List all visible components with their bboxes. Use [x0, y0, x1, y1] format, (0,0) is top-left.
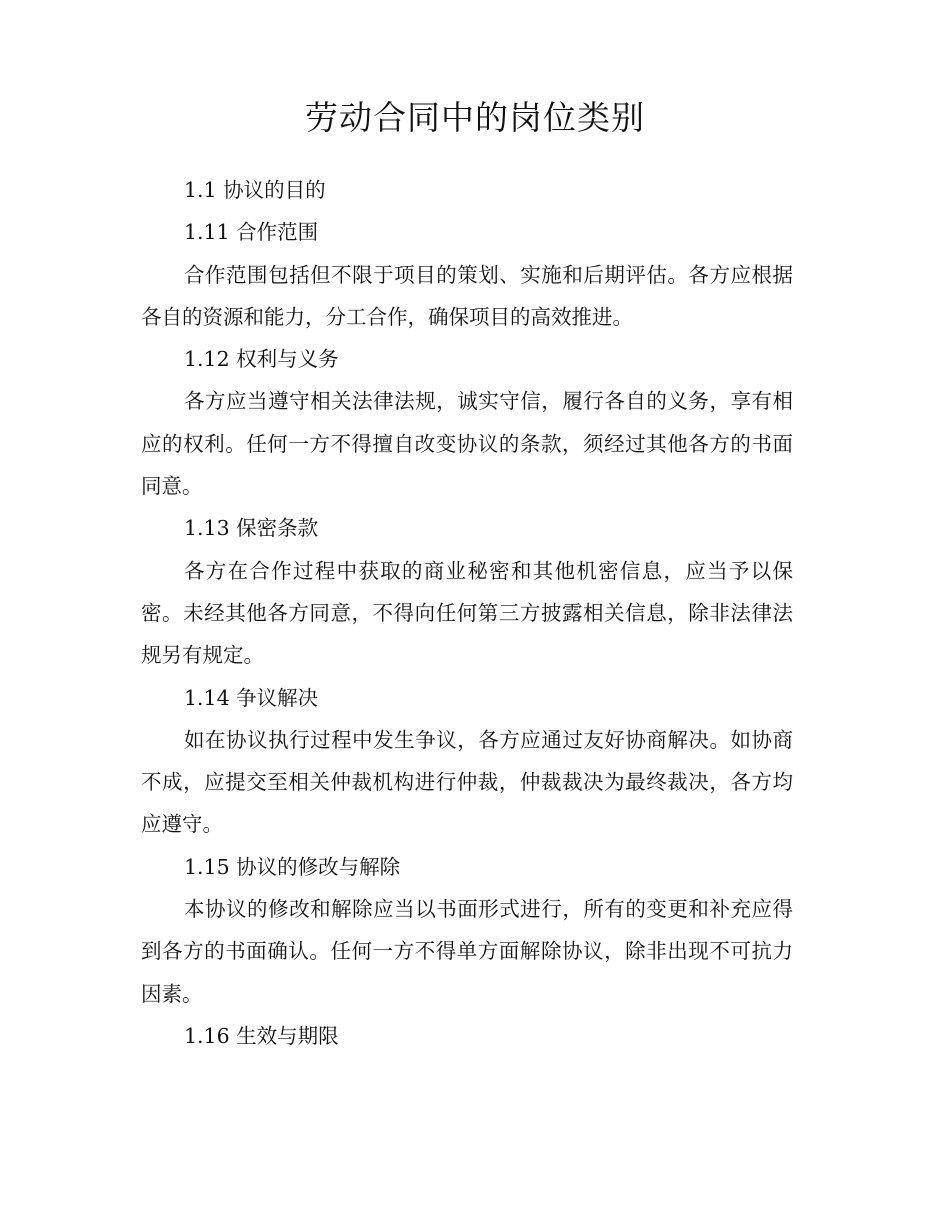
section-heading-1-12: 1.12 权利与义务 — [184, 347, 339, 372]
section-paragraph-1-11: 合作范围包括但不限于项目的策划、实施和后期评估。各方应根据各自的资源和能力，分工合作，确保项目的高效推进。 — [141, 262, 793, 329]
section-heading-1-16: 1.16 生效与期限 — [184, 1023, 339, 1048]
section-heading-1-15: 1.15 协议的修改与解除 — [184, 854, 401, 879]
section-paragraph-1-15: 本协议的修改和解除应当以书面形式进行，所有的变更和补充应得到各方的书面确认。任何一方不得单方面解除协议，除非出现不可抗力因素。 — [141, 897, 793, 1006]
section-paragraph-1-12: 各方应当遵守相关法律法规，诚实守信，履行各自的义务，享有相应的权利。任何一方不得擅自改变协议的条款，须经过其他各方的书面同意。 — [141, 389, 793, 499]
section-heading-1-14: 1.14 争议解决 — [184, 685, 319, 710]
section-paragraph-1-13: 各方在合作过程中获取的商业秘密和其他机密信息，应当予以保密。未经其他各方同意，不得向任何第三方披露相关信息，除非法律法规另有规定。 — [141, 558, 793, 668]
section-heading-1-11: 1.11 合作范围 — [184, 220, 319, 245]
document-body — [141, 169, 793, 1057]
section-heading-1-13: 1.13 保密条款 — [184, 516, 319, 541]
document-title: 劳动合同中的岗位类别 — [305, 98, 645, 137]
section-paragraph-1-14: 如在协议执行过程中发生争议，各方应通过友好协商解决。如协商不成，应提交至相关仲裁机构进行仲裁，仲裁裁决为最终裁决，各方均应遵守。 — [141, 727, 793, 837]
section-heading-1-1: 1.1 协议的目的 — [184, 178, 326, 202]
